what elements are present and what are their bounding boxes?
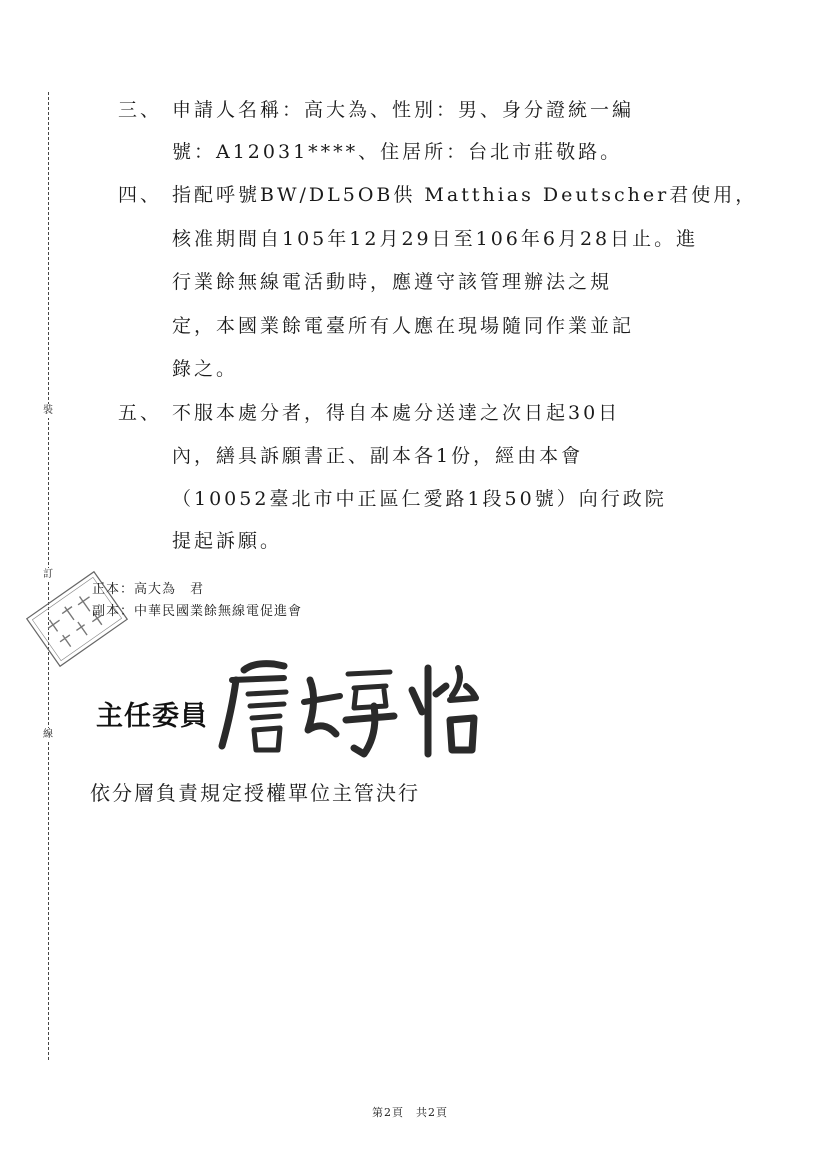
item-number: 四、: [118, 184, 163, 206]
item-line: 不服本處分者，得自本處分送達之次日起30日: [172, 402, 621, 424]
handwritten-signature: [214, 650, 484, 760]
item-line: 申請人名稱：高大為、性別：男、身分證統一編: [172, 99, 635, 121]
item-line: 錄之。: [172, 358, 239, 380]
item-line: 號：A12031****、住居所：台北市莊敬路。: [172, 141, 623, 163]
binding-char-ding: 訂: [40, 568, 56, 582]
signature-block: [96, 650, 516, 760]
binding-char-xian: 線: [40, 728, 56, 742]
recipient-copy: 副本：中華民國業餘無線電促進會: [92, 604, 303, 619]
signatory-title: 主任委員: [96, 701, 208, 732]
binding-char-zhuang: 裝: [40, 404, 56, 418]
item-number: 五、: [118, 402, 163, 424]
item-line: 內，繕具訴願書正、副本各1份，經由本會: [172, 445, 584, 467]
recipients: [92, 579, 302, 623]
item-line: 行業餘無線電活動時，應遵守該管理辦法之規: [172, 271, 613, 293]
item-number: 三、: [118, 99, 163, 121]
item-line: 提起訴願。: [172, 530, 283, 552]
item-line: （10052臺北市中正區仁愛路1段50號）向行政院: [172, 488, 667, 510]
item-line: 指配呼號BW/DL5OB供 Matthias Deutscher君使用，: [172, 184, 758, 206]
page-number: 第2頁 共2頁: [372, 1106, 448, 1119]
item-line: 定，本國業餘電臺所有人應在現場隨同作業並記: [172, 315, 635, 337]
delegation-note: 依分層負責規定授權單位主管決行: [90, 781, 420, 805]
item-line: 核准期間自105年12月29日至106年6月28日止。進: [172, 228, 699, 250]
recipient-original: 正本：高大為 君: [92, 582, 205, 597]
